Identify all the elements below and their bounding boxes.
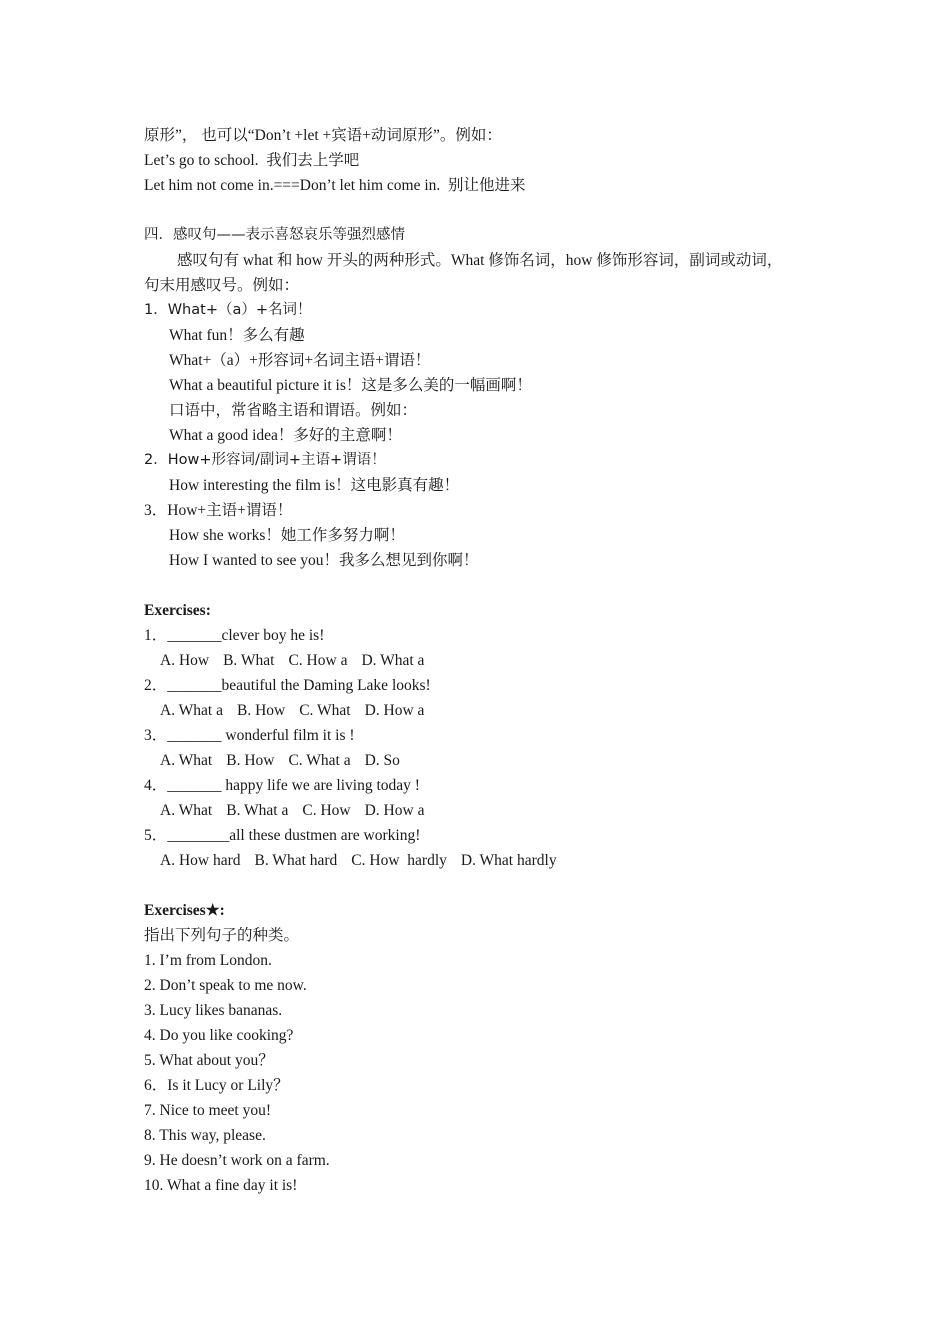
section-description: 感叹句有 what 和 how 开头的两种形式。What 修饰名词，how 修饰形容词，副词或动词， xyxy=(177,252,783,269)
option: A. What xyxy=(160,802,213,819)
rule-1-note: 口语中，常省略主语和谓语。例如： xyxy=(169,402,418,419)
question-options xyxy=(144,848,824,873)
option: D. What hardly xyxy=(460,852,557,869)
question: 3．_______ wonderful film it is ! xyxy=(144,727,355,744)
option: B. What hard xyxy=(254,852,338,869)
option: D. What a xyxy=(361,652,425,669)
list-item: 1. I’m from London. xyxy=(144,952,272,969)
option: B. What xyxy=(223,652,275,669)
option: C. How a xyxy=(288,652,348,669)
option: D. How a xyxy=(364,802,425,819)
exercises-star-title: Exercises★: xyxy=(144,902,225,919)
intro-example-2: Let him not come in.===Don’t let him come in. 别让他进来 xyxy=(144,177,526,194)
question-options xyxy=(144,748,824,773)
document-page xyxy=(144,123,824,1198)
list-item: 6．Is it Lucy or Lily？ xyxy=(144,1077,289,1094)
question: 2．_______beautiful the Daming Lake looks! xyxy=(144,677,431,694)
rule-3-example-2: How I wanted to see you！我多么想见到你啊！ xyxy=(169,552,479,569)
option: B. How xyxy=(226,752,275,769)
intro-example-1: Let’s go to school. 我们去上学吧 xyxy=(144,152,360,169)
rule-1-example-3: What a good idea！多好的主意啊！ xyxy=(169,427,402,444)
option: D. So xyxy=(364,752,400,769)
option: C. How xyxy=(302,802,351,819)
question-options xyxy=(144,648,824,673)
option: A. What a xyxy=(160,702,223,719)
question-options xyxy=(144,798,824,823)
option: C. What a xyxy=(288,752,351,769)
list-item: 5. What about you？ xyxy=(144,1052,274,1069)
rule-1-sub-pattern: What+（a）+形容词+名词主语+谓语！ xyxy=(169,352,431,369)
option: B. What a xyxy=(226,802,289,819)
option: B. How xyxy=(236,702,286,719)
option: D. How a xyxy=(364,702,425,719)
section-description-cont: 句末用感叹号。例如： xyxy=(144,277,300,294)
exercises-title: Exercises: xyxy=(144,602,211,619)
section-heading: 四．感叹句——表示喜怒哀乐等强烈感情 xyxy=(144,227,405,243)
list-item: 4. Do you like cooking? xyxy=(144,1027,294,1044)
question: 1．_______clever boy he is! xyxy=(144,627,325,644)
option: A. How xyxy=(160,652,210,669)
list-item: 8. This way, please. xyxy=(144,1127,266,1144)
rule-1-example: What fun！多么有趣 xyxy=(169,327,305,344)
intro-line: 原形”， 也可以“Don’t +let +宾语+动词原形”。例如： xyxy=(144,127,502,144)
rule-2-heading: 2．How+形容词/副词+主语+谓语！ xyxy=(144,452,386,468)
list-item: 3. Lucy likes bananas. xyxy=(144,1002,283,1019)
question: 5．________all these dustmen are working! xyxy=(144,827,421,844)
rule-3-heading: 3．How+主语+谓语！ xyxy=(144,502,293,519)
option: C. How hardly xyxy=(351,852,447,869)
list-item: 9. He doesn’t work on a farm. xyxy=(144,1152,330,1169)
question: 4．_______ happy life we are living today ! xyxy=(144,777,420,794)
rule-1-example-2: What a beautiful picture it is！这是多么美的一幅画啊！ xyxy=(169,377,532,394)
rule-3-example: How she works！她工作多努力啊！ xyxy=(169,527,405,544)
question-options xyxy=(144,698,824,723)
rule-2-example: How interesting the film is！这电影真有趣！ xyxy=(169,477,460,494)
option: C. What xyxy=(299,702,351,719)
list-item: 7. Nice to meet you! xyxy=(144,1102,271,1119)
rule-1-heading: 1．What+（a）+名词！ xyxy=(144,302,312,318)
list-item: 10. What a fine day it is! xyxy=(144,1177,298,1194)
option: A. How hard xyxy=(160,852,241,869)
list-item: 2. Don’t speak to me now. xyxy=(144,977,307,994)
option: A. What xyxy=(160,752,213,769)
exercises-instruction: 指出下列句子的种类。 xyxy=(144,927,300,944)
